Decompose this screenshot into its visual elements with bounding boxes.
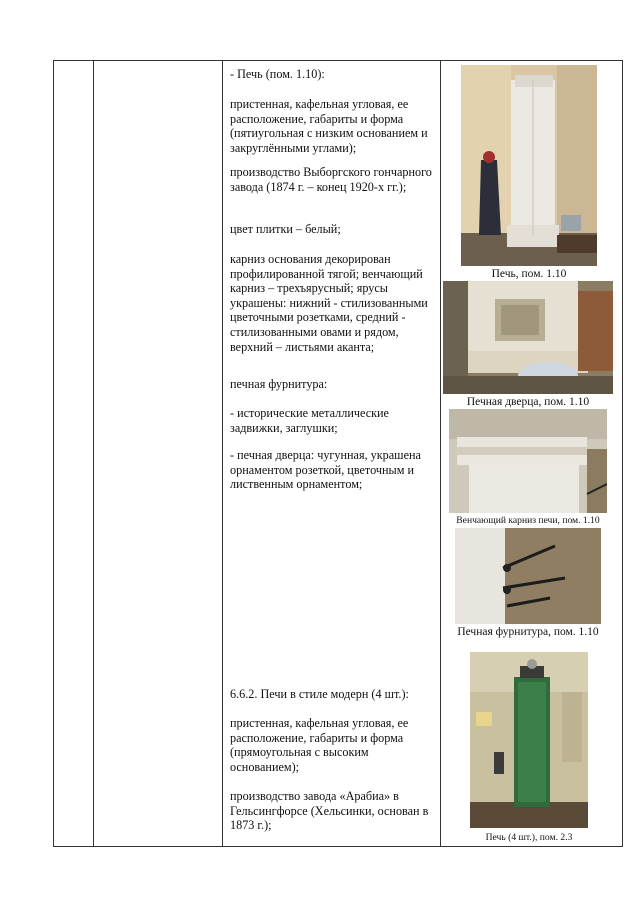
caption-photo-4: Печная фурнитура, пом. 1.10	[457, 626, 599, 638]
caption-photo-5: Печь (4 шт.), пом. 2.3	[485, 832, 573, 843]
table-col-border-3	[222, 60, 223, 847]
caption-photo-1: Печь, пом. 1.10	[491, 268, 567, 280]
photo-stove-room-1-10	[461, 65, 597, 266]
paragraph-tile-color: цвет плитки – белый;	[230, 222, 341, 236]
table-col-border-1	[53, 60, 54, 847]
paragraph-description-2: пристенная, кафельная угловая, ее расположение, габариты и форма (прямоугольная с высоким основанием);	[230, 716, 409, 774]
paragraph-cornice: карниз основания декорирован профилированной тягой; венчающий карниз – трехъярусный; ярусы украшены: нижний - стилизованными цветочными розетками, средний - стилизованными овами и рядом, верхний – листьями аканта;	[230, 252, 428, 354]
table-col-border-4	[440, 60, 441, 847]
table-col-border-2	[93, 60, 94, 847]
table-bottom-border	[53, 846, 623, 847]
paragraph-stove-door: - печная дверца: чугунная, украшена орнаментом розеткой, цветочным и лиственным орнаментом;	[230, 448, 421, 492]
photo-cornice	[449, 409, 607, 513]
table-top-border	[53, 60, 623, 61]
photo-stove-fittings	[455, 528, 601, 624]
paragraph-manufacturer-2: производство завода «Арабиа» в Гельсингфорсе (Хельсинки, основан в 1873 г.);	[230, 789, 429, 833]
table-col-border-5	[622, 60, 623, 847]
section-heading-stove-1-10: - Печь (пом. 1.10):	[230, 67, 325, 81]
paragraph-dampers: - исторические металлические задвижки, заглушки;	[230, 406, 389, 435]
paragraph-manufacturer: производство Выборгского гончарного завода (1874 г. – конец 1920-х гг.);	[230, 165, 432, 194]
caption-photo-3: Венчающий карниз печи, пом. 1.10	[456, 515, 600, 526]
section-heading-art-nouveau-stoves: 6.6.2. Печи в стиле модерн (4 шт.):	[230, 687, 409, 701]
paragraph-furniture-heading: печная фурнитура:	[230, 377, 328, 391]
paragraph-description: пристенная, кафельная угловая, ее расположение, габариты и форма (пятиугольная с низким основанием и закруглёнными углами);	[230, 97, 428, 155]
photo-art-nouveau-stove	[470, 652, 588, 828]
photo-stove-door	[443, 281, 613, 394]
caption-photo-2: Печная дверца, пом. 1.10	[466, 396, 590, 408]
